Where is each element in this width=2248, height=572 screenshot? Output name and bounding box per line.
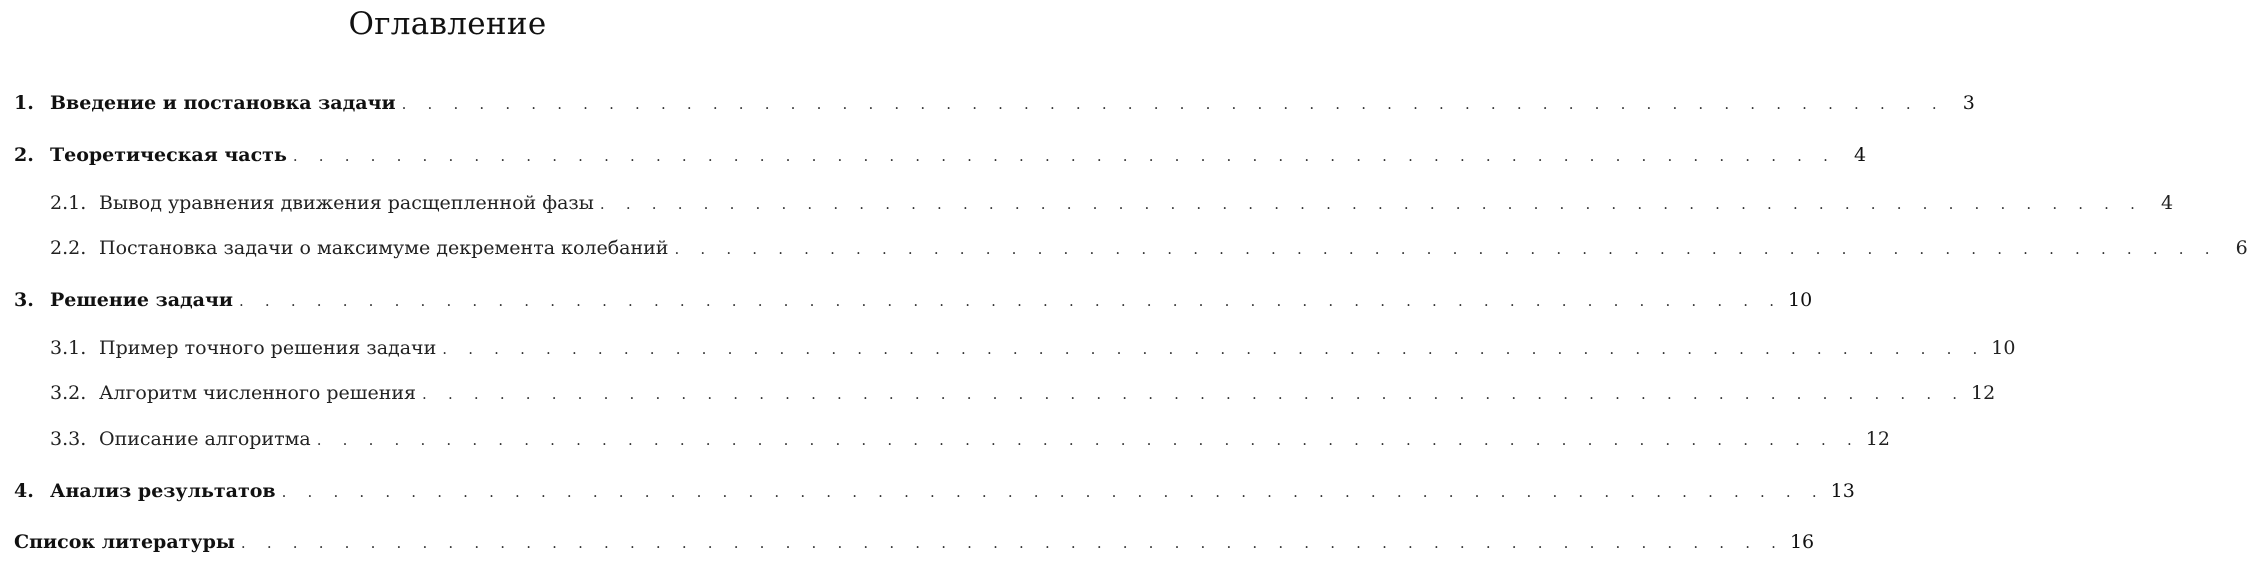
toc-entry[interactable] <box>0 192 2174 220</box>
toc-entry-label: Анализ результатов <box>50 480 276 502</box>
toc-entry-page: 16 <box>1789 531 1815 553</box>
toc-entry[interactable] <box>0 382 1996 410</box>
toc-entry-page: 6 <box>2235 237 2248 259</box>
toc-entry[interactable] <box>0 92 1975 120</box>
toc-entry-number: 3.2. <box>50 382 87 404</box>
toc-entry-label: Вывод уравнения движения расщепленной фазы <box>99 192 594 214</box>
toc-entry-number: 3.1. <box>50 337 87 359</box>
toc-entry-label: Описание алгоритма <box>99 428 311 450</box>
toc-entry-label: Список литературы <box>14 531 235 553</box>
toc-entry-label: Алгоритм численного решения <box>99 382 417 404</box>
dot-leader: . . . . . . . . . . . . . . . . . . . . . . . . . . . . . . . . . . . . . . . . . . . . . . . . . . . . . . . . . . . . <box>292 147 1837 165</box>
dot-leader: . . . . . . . . . . . . . . . . . . . . . . . . . . . . . . . . . . . . . . . . . . . . . . . . . . . . . . . . . . . . <box>240 534 1785 552</box>
dot-leader: . . . . . . . . . . . . . . . . . . . . . . . . . . . . . . . . . . . . . . . . . . . . . . . . . . . . . . . . . . . . <box>316 431 1860 449</box>
toc-entry-label: Постановка задачи о максимуме декремента колебаний <box>99 237 669 259</box>
toc-entry[interactable] <box>0 237 2248 265</box>
dot-leader: . . . . . . . . . . . . . . . . . . . . . . . . . . . . . . . . . . . . . . . . . . . . . . . . . . . . . . . . . . . . <box>401 95 1945 113</box>
dot-leader: . . . . . . . . . . . . . . . . . . . . . . . . . . . . . . . . . . . . . . . . . . . . . . . . . . . . . . . . . . . . <box>239 292 1783 310</box>
toc-entry-label: Решение задачи <box>50 289 233 311</box>
toc-entry-label: Теоретическая часть <box>50 144 287 166</box>
dot-leader: . . . . . . . . . . . . . . . . . . . . . . . . . . . . . . . . . . . . . . . . . . . . . . . . . . . . . . . . . . . . <box>674 240 2218 258</box>
toc-entry-number: 2.1. <box>50 192 87 214</box>
toc-entry[interactable] <box>0 289 1813 317</box>
toc-entry-page: 10 <box>1788 289 1813 311</box>
toc-entry-number: 2. <box>14 144 34 166</box>
toc-title: Оглавление <box>348 6 547 42</box>
toc-entry-number: 3.3. <box>50 428 87 450</box>
toc-entry-number: 4. <box>14 480 34 502</box>
dot-leader: . . . . . . . . . . . . . . . . . . . . . . . . . . . . . . . . . . . . . . . . . . . . . . . . . . . . . . . . . . . . <box>422 385 1966 403</box>
toc-entry[interactable] <box>0 337 2016 365</box>
toc-entry-page: 4 <box>2161 192 2174 214</box>
toc-entry-label: Пример точного решения задачи <box>99 337 437 359</box>
toc-entry-page: 12 <box>1865 428 1890 450</box>
dot-leader: . . . . . . . . . . . . . . . . . . . . . . . . . . . . . . . . . . . . . . . . . . . . . . . . . . . . . . . . . . . . <box>281 483 1825 501</box>
toc-entry[interactable] <box>0 144 1867 172</box>
toc-entry-page: 12 <box>1971 382 1996 404</box>
toc-entry-page: 4 <box>1853 144 1867 166</box>
toc-entry-page: 10 <box>1991 337 2016 359</box>
toc-entry[interactable] <box>0 531 1815 559</box>
dot-leader: . . . . . . . . . . . . . . . . . . . . . . . . . . . . . . . . . . . . . . . . . . . . . . . . . . . . . . . . . . . . <box>442 340 1986 358</box>
toc-entry-number: 1. <box>14 92 34 114</box>
toc-entry[interactable] <box>0 428 1890 456</box>
toc-entry[interactable] <box>0 480 1855 508</box>
toc-entry-number: 2.2. <box>50 237 87 259</box>
toc-entry-label: Введение и постановка задачи <box>50 92 396 114</box>
toc-entry-number: 3. <box>14 289 34 311</box>
toc-entry-page: 3 <box>1962 92 1975 114</box>
toc-entry-page: 13 <box>1830 480 1855 502</box>
dot-leader: . . . . . . . . . . . . . . . . . . . . . . . . . . . . . . . . . . . . . . . . . . . . . . . . . . . . . . . . . . . . <box>599 195 2144 213</box>
